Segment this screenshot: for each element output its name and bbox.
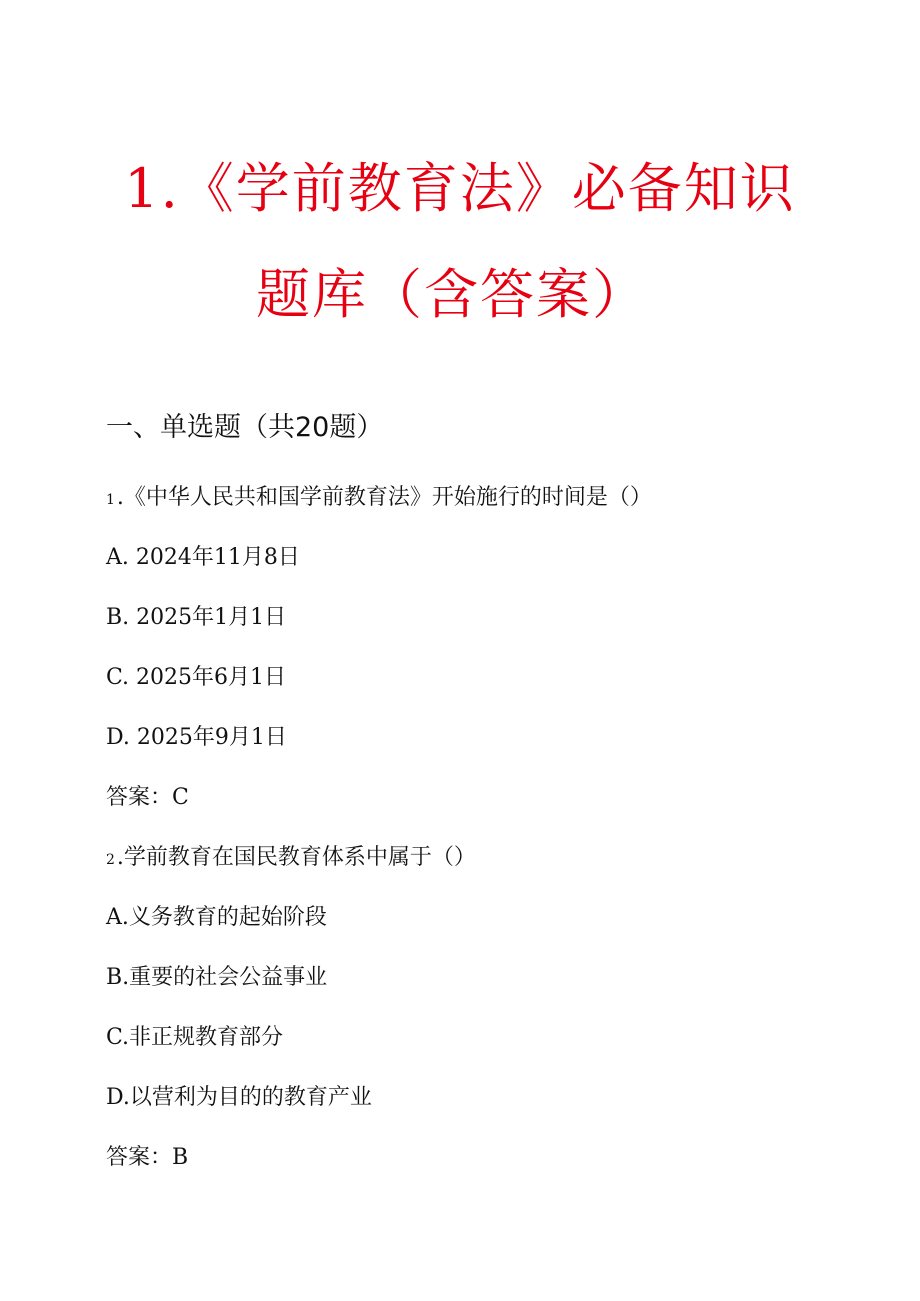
question-2-option-d: D.以营利为目的的教育产业 — [106, 1085, 372, 1110]
question-number: 1 — [106, 492, 115, 508]
question-1-option-a: A. 2024年11月8日 — [106, 545, 300, 570]
question-number: 2 — [106, 852, 115, 868]
question-2-stem — [106, 840, 476, 871]
question-1-stem — [106, 480, 652, 511]
question-1-answer: 答案：C — [106, 785, 189, 810]
section-heading: 一、单选题（共20题） — [106, 412, 384, 443]
question-1-option-b: B. 2025年1月1日 — [106, 605, 287, 630]
question-2-option-b: B.重要的社会公益事业 — [106, 965, 328, 990]
question-text: .《中华人民共和国学前教育法》开始施行的时间是（） — [116, 485, 652, 510]
question-1-option-d: D. 2025年9月1日 — [106, 725, 287, 750]
question-2-option-a: A.义务教育的起始阶段 — [106, 905, 327, 930]
title-line-2: 题库（含答案） — [256, 263, 648, 326]
title-line-1: 1.《学前教育法》必备知识 — [124, 157, 796, 220]
question-2-answer: 答案：B — [106, 1145, 189, 1170]
question-1-option-c: C. 2025年6月1日 — [106, 665, 287, 690]
question-2-option-c: C.非正规教育部分 — [106, 1025, 284, 1050]
question-text: .学前教育在国民教育体系中属于（） — [116, 845, 476, 870]
